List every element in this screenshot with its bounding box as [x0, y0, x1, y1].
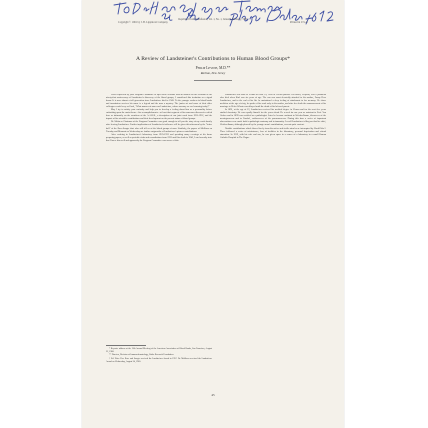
reprint-source: Reprinted from Transfusion, Vol. 1, No. 1, January-February, 1961 — [178, 18, 248, 21]
header-divider — [194, 80, 232, 81]
footnote: † Ed. Note: Drs. Race and Sanger received the Landsteiner Award in 1957. Dr. Mollison received the Landsteiner Award on Wednesday, August 24, 1960. — [106, 357, 212, 363]
paragraph: Landsteiner was born in Vienna on June 14, 1868 of Jewish parents. His father, Leopold, was a journalist who died when Karl was six years of age. The son was most devotedly attached to his mother, Fanny Hess Landsteiner, and to the end of his life he maintained a deep feeling of attachment to her memory. He chose medicine at the age of sixty, he spoke of his work only to his mother, and after her death the announcement of his marriage to Helen Wlasto was delayed until the death of his beloved parent. — [220, 94, 326, 109]
paragraph: Dr. Mohn as Chairman of the Program Committee was good enough to tell you the story of my work shortly after leaving Landsteiner. Further implications of Landsteiner's influence will be given this afternoon by the "better half" of the Race-Sanger duet who will tell us of the blood groups of man. Similarly, the papers of Mollison on Tuesday and Mourant on Wednesday are further outgrowths of Landsteiner's pioneer contributions. — [106, 121, 212, 133]
page-number: 45 — [211, 393, 215, 397]
footnote: ** Director, Division of Immunohematology, Ortho Research Foundation. — [109, 354, 174, 357]
footnotes — [106, 348, 212, 364]
body-column-left — [106, 94, 212, 344]
body-column-right — [220, 94, 326, 344]
copyright-line — [118, 21, 308, 24]
article-title: A Review of Landsteiner's Contributions to Human Blood Groups* — [136, 56, 290, 62]
paper-page — [82, 0, 344, 428]
paragraph: In 1891, at the age of 23, Landsteiner received his medical degree in Vienna and for the next five years studied chemistry. He was equally himself for the years ahead. He served for one year as assistant to Prof. Von Gruber and in 1899 was certified as a pathologist. Later he became assistant to Weichselbaum, discoverer of the meningococcus and to Frankel, codiscoverer of the pneumococcus. During this time a series of important observations were made both in pathologic anatomy and in immunity. I recall Landsteiner telling me that his chief, Weichselbaum, although pleased by the younger man's contributions, was not quite content. — [220, 109, 326, 127]
author-affiliation: Raritan, New Jersey — [200, 71, 226, 75]
footnote: * Keynote address at the 13th Annual Meeting of the American Association of Blood Banks, San Francisco, August 22, 1960. — [106, 348, 212, 353]
paragraph: Notable contributions which flowed freely from his active and fertile mind were interrupted by World War I. There followed a series of misfortunes, loss of facilities in the laboratory, personal deprivation and virtual starvation. In 1919, with his wife and son, he was given space in a corner of a laboratory in a small Roman Catholic Hospital in The Hague. — [220, 127, 326, 139]
printed-in-text: Printed in U.S.A. — [290, 21, 308, 25]
paragraph: May I try to satisfy your curiosity and help you to develop a feeling about him as a personality before embarking upon the main theme—his accomplishments—at least that segment of his numerous discoveries which bear so intimately on the members of the A.A.B.B., a description of our joint work from 1925-1932, and the impact of his scientific contributions and their development on the present status of blood groups. — [106, 109, 212, 121]
paragraph: After working in Landsteiner's laboratory from 1925-1932 and spending many evenings at his home preparing papers, as well as periodic visits and consultations from 1932 until his death in 1943, I can honestly state that I knew him well and apparently the Program Committee was aware of this. — [106, 133, 212, 142]
footnote-divider — [106, 345, 146, 346]
paragraph: When requested by your Program Committee to open these sessions with an address on the occasion of the ninety-first anniversary of Landsteiner's discovery of the blood groups, I considered this invitation as a signal honor. It is now almost a full generation since Landsteiner died in 1943. To the younger workers in blood banks and transfusion services his name is a legend and the man a mystery. The junior set and some of their older colleagues could very well ask, "What manner of man was Landsteiner, whose memory we are honoring today?" — [106, 94, 212, 109]
copyright-text: Copyright © 1961 by J. B. Lippincott Company — [118, 21, 168, 25]
article-author: Philip Levine, M.D.** — [195, 66, 231, 70]
reprint-notice — [118, 18, 308, 25]
